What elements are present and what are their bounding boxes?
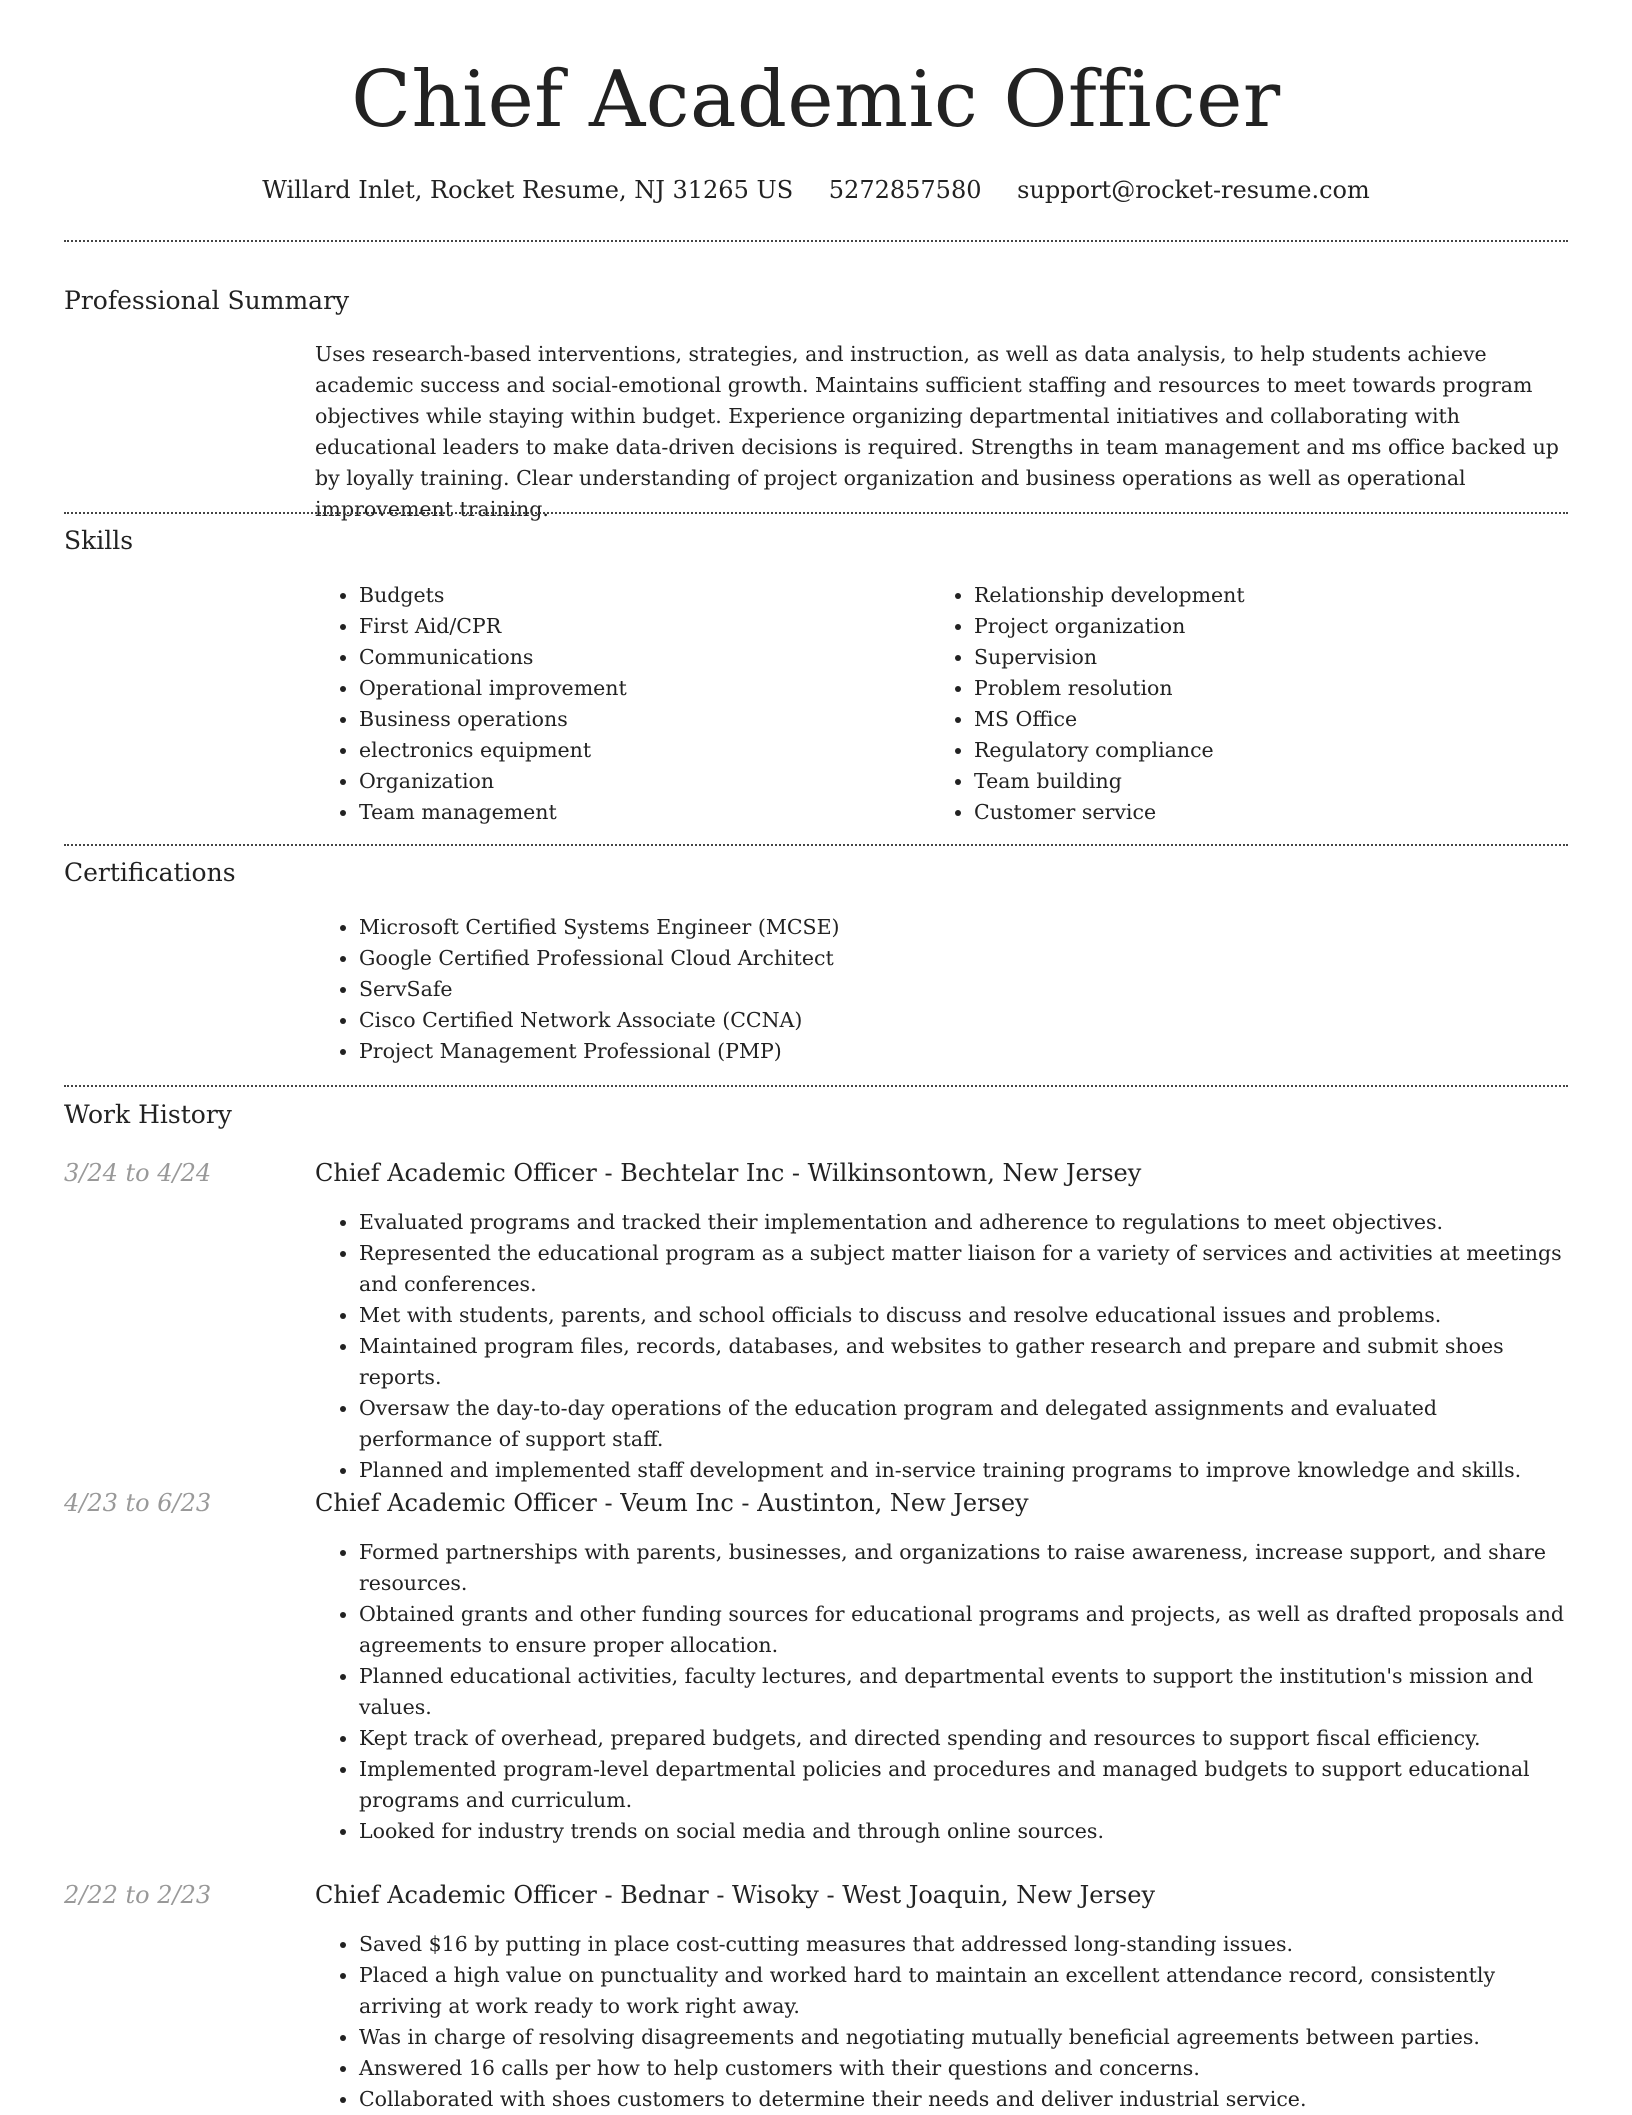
skill-item: • MS Office [974,704,1530,735]
skills-list-left [315,580,915,828]
skill-item: • Regulatory compliance [974,735,1530,766]
skill-item: • Communications [359,642,915,673]
skill-item: • Team building [974,766,1530,797]
job-dates: 4/23 to 6/23 [64,1489,212,1517]
section-title-summary: Professional Summary [64,286,350,315]
job-bullet: • Placed a high value on punctuality and worked hard to maintain an excellent attendance record, consistently arriving at work ready to work right away. [359,1960,1568,2022]
job-bullet: • Implemented program-level departmental policies and procedures and managed budgets to support educational programs and curriculum. [359,1754,1568,1816]
skill-item: • electronics equipment [359,735,915,766]
skill-item: • Business operations [359,704,915,735]
skill-item: • Customer service [974,797,1530,828]
section-title-certifications: Certifications [64,858,236,887]
certifications-list [315,912,1568,1067]
skill-item: • First Aid/CPR [359,611,915,642]
summary-text: Uses research-based interventions, strategies, and instruction, as well as data analysis, to help students achieve academic success and social-emotional growth. Maintains sufficient staffing and resources to meet towards program objectives while staying within budget. Experience organizing departmental initiatives and collaborating with educational leaders to make data-driven decisions is required. Strengths in team management and ms office backed up by loyally training. Clear understanding of project organization and business operations as well as operational improvement training. [315,342,1559,521]
job-bullet: • Represented the educational program as a subject matter liaison for a variety of services and activities at meetings and conferences. [359,1238,1568,1300]
skill-item: • Relationship development [974,580,1530,611]
job-bullet: • Met with students, parents, and school officials to discuss and resolve educational issues and problems. [359,1300,1568,1331]
certifications-divider [64,1085,1568,1087]
job-bullet: • Oversaw the day-to-day operations of the education program and delegated assignments and evaluated performance of support staff. [359,1393,1568,1455]
candidate-title: Chief Academic Officer [351,55,1281,145]
job-bullet: • Planned educational activities, faculty lectures, and departmental events to support the institution's mission and values. [359,1661,1568,1723]
job-bullets [315,1929,1568,2115]
email-link[interactable]: support@rocket-resume.com [1017,176,1370,204]
address-text: Willard Inlet, Rocket Resume, NJ 31265 US [262,176,794,204]
job-bullet: • Maintained program files, records, databases, and websites to gather research and prepare and submit shoes reports. [359,1331,1568,1393]
summary-divider [64,512,1568,514]
skill-item: • Budgets [359,580,915,611]
skill-item: • Problem resolution [974,673,1530,704]
certification-item: • Project Management Professional (PMP) [359,1036,1568,1067]
contact-line [64,170,1568,210]
certification-item: • Microsoft Certified Systems Engineer (MCSE) [359,912,1568,943]
job-dates: 2/22 to 2/23 [64,1881,212,1909]
section-title-skills: Skills [64,526,134,555]
skills-divider [64,844,1568,846]
skill-item: • Team management [359,797,915,828]
job-bullets [315,1537,1568,1847]
job-bullet: • Looked for industry trends on social media and through online sources. [359,1816,1568,1847]
skill-item: • Operational improvement [359,673,915,704]
certification-item: • ServSafe [359,974,1568,1005]
job-bullet: • Planned and implemented staff development and in-service training programs to improve knowledge and skills. [359,1455,1568,1486]
certification-item: • Cisco Certified Network Associate (CCNA) [359,1005,1568,1036]
job-bullet: • Kept track of overhead, prepared budgets, and directed spending and resources to support fiscal efficiency. [359,1723,1568,1754]
job-bullet: • Formed partnerships with parents, businesses, and organizations to raise awareness, increase support, and share resources. [359,1537,1568,1599]
job-bullet: • Was in charge of resolving disagreements and negotiating mutually beneficial agreements between parties. [359,2022,1568,2053]
section-title-work: Work History [64,1100,232,1129]
job-bullet-list [315,1207,1568,1486]
certification-item: • Google Certified Professional Cloud Architect [359,943,1568,974]
job-bullet-list [315,1537,1568,1847]
skill-item: • Project organization [974,611,1530,642]
job-bullet: • Evaluated programs and tracked their implementation and adherence to regulations to meet objectives. [359,1207,1568,1238]
job-title: Chief Academic Officer - Veum Inc - Austinton, New Jersey [315,1489,1029,1517]
skill-item: • Supervision [974,642,1530,673]
skills-column-right [930,580,1530,828]
job-bullet: • Saved $16 by putting in place cost-cutting measures that addressed long-standing issues. [359,1929,1568,1960]
skill-item: • Organization [359,766,915,797]
job-bullet: • Answered 16 calls per how to help customers with their questions and concerns. [359,2053,1568,2084]
phone-text: 5272857580 [828,176,982,204]
skills-column-left [315,580,915,828]
certifications-block [315,912,1568,1067]
job-bullet-list [315,1929,1568,2115]
job-bullet: • Obtained grants and other funding sources for educational programs and projects, as well as drafted proposals and agreements to ensure proper allocation. [359,1599,1568,1661]
job-title: Chief Academic Officer - Bednar - Wisoky - West Joaquin, New Jersey [315,1881,1156,1909]
job-bullet: • Collaborated with shoes customers to determine their needs and deliver industrial service. [359,2084,1568,2115]
skills-list-right [930,580,1530,828]
job-bullets [315,1207,1568,1486]
header-divider [64,240,1568,242]
job-title: Chief Academic Officer - Bechtelar Inc - Wilkinsontown, New Jersey [315,1159,1142,1187]
job-dates: 3/24 to 4/24 [64,1159,212,1187]
